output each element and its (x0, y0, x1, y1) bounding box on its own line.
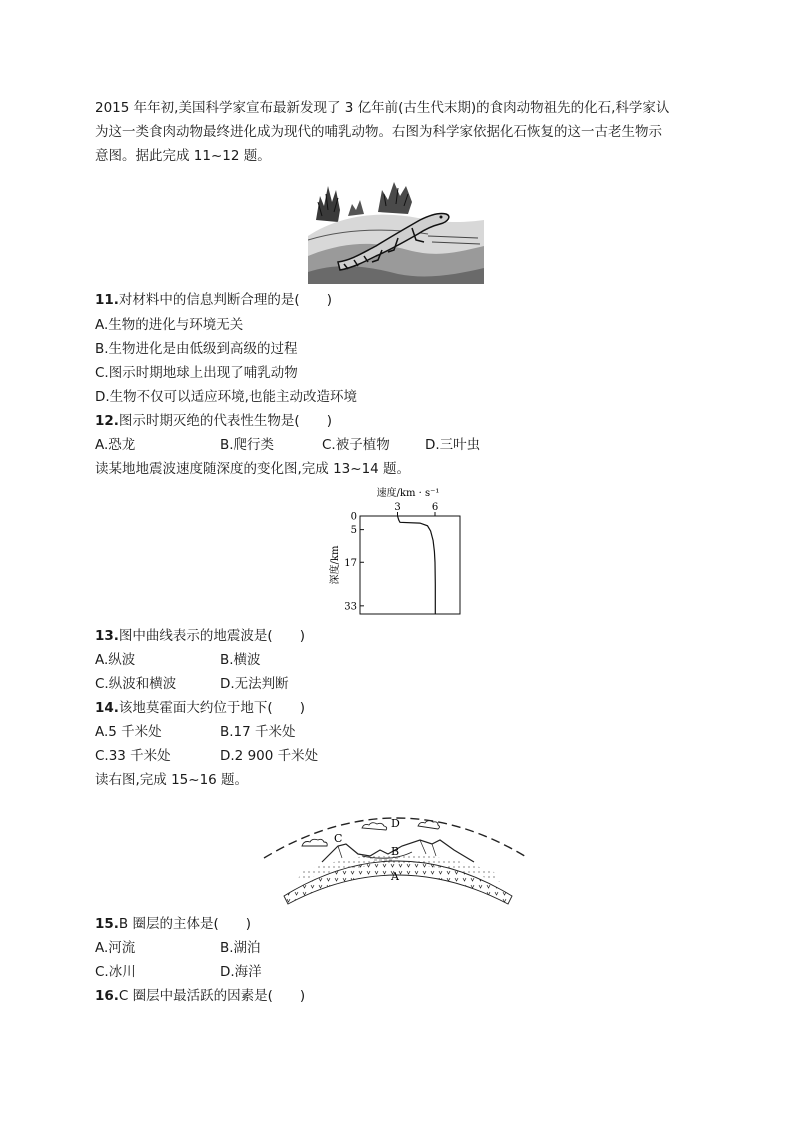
y-tick-label: 5 (350, 525, 357, 537)
option-14-d: D.2 900 千米处 (220, 748, 319, 764)
label-d: D (391, 817, 400, 830)
intro-line-3: 意图。据此完成 11~12 题。 (95, 148, 271, 164)
question-stem: 图中曲线表示的地震波是( ) (118, 628, 305, 644)
question-11 (95, 290, 332, 310)
cloud-left (302, 839, 327, 846)
question-number: 14. (95, 700, 119, 716)
intro-line-1: 2015 年年初,美国科学家宣布最新发现了 3 亿年前(古生代末期)的食肉动物祖先的化石,科学家认 (95, 100, 670, 116)
series-line (398, 516, 436, 614)
intro-line-2: 为这一类食肉动物最终进化成为现代的哺乳动物。右图为科学家依据化石恢复的这一古老生物示 (95, 124, 662, 140)
label-a: A (391, 870, 399, 883)
y-axis-label: 深度/km (330, 545, 341, 585)
question-15 (95, 914, 251, 934)
label-c: C (334, 832, 343, 845)
question-stem: B 圈层的主体是( ) (118, 916, 252, 932)
intro-15-16: 读右图,完成 15~16 题。 (95, 772, 249, 788)
chart-title: 速度/km · s⁻¹ (376, 488, 440, 499)
question-number: 13. (95, 628, 119, 644)
question-number: 11. (95, 292, 119, 308)
question-number: 12. (95, 413, 119, 429)
earth-spheres-diagram (262, 800, 532, 910)
option-15-b: B.湖泊 (220, 940, 261, 956)
option-13-c: C.纵波和横波 (95, 676, 177, 692)
x-tick-label: 6 (431, 502, 439, 513)
option-11-a: A.生物的进化与环境无关 (95, 317, 244, 333)
option-13-d: D.无法判断 (220, 676, 289, 692)
seismic-velocity-chart (326, 484, 466, 616)
label-b: B (391, 845, 400, 858)
option-12-c: C.被子植物 (322, 437, 390, 453)
plot-frame (360, 516, 460, 614)
cloud-middle (362, 823, 387, 830)
intro-13-14: 读某地地震波速度随深度的变化图,完成 13~14 题。 (95, 461, 411, 477)
option-15-d: D.海洋 (220, 964, 262, 980)
option-15-c: C.冰川 (95, 964, 136, 980)
question-number: 15. (95, 916, 119, 932)
question-stem: 对材料中的信息判断合理的是( ) (118, 292, 332, 308)
option-14-a: A.5 千米处 (95, 724, 162, 740)
option-11-c: C.图示时期地球上出现了哺乳动物 (95, 365, 298, 381)
option-12-b: B.爬行类 (220, 437, 275, 453)
option-13-a: A.纵波 (95, 652, 136, 668)
option-12-a: A.恐龙 (95, 437, 136, 453)
option-13-b: B.横波 (220, 652, 261, 668)
question-16 (95, 986, 305, 1006)
option-12-d: D.三叶虫 (425, 437, 481, 453)
y-tick-label: 0 (350, 511, 357, 523)
option-11-d: D.生物不仅可以适应环境,也能主动改造环境 (95, 389, 357, 405)
option-11-b: B.生物进化是由低级到高级的过程 (95, 341, 298, 357)
question-14 (95, 698, 305, 718)
option-15-a: A.河流 (95, 940, 136, 956)
question-number: 16. (95, 988, 119, 1004)
x-tick-label: 3 (394, 502, 401, 513)
question-12 (95, 411, 332, 431)
fossil-animal-illustration (308, 176, 484, 284)
question-13 (95, 626, 305, 646)
question-stem: 图示时期灭绝的代表性生物是( ) (118, 413, 332, 429)
question-stem: 该地莫霍面大约位于地下( ) (118, 700, 305, 716)
option-14-c: C.33 千米处 (95, 748, 171, 764)
cloud-right (418, 821, 440, 829)
question-stem: C 圈层中最活跃的因素是( ) (118, 988, 306, 1004)
option-14-b: B.17 千米处 (220, 724, 296, 740)
y-tick-label: 33 (344, 601, 357, 613)
y-tick-label: 17 (344, 557, 357, 569)
